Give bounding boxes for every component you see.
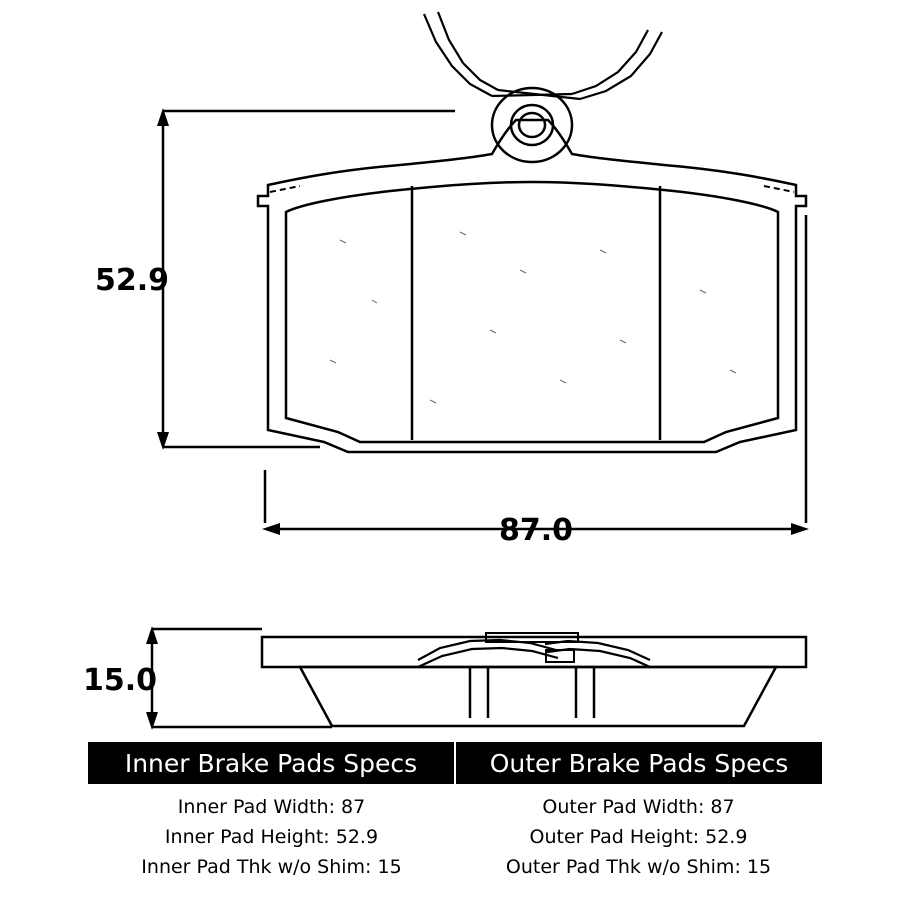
outer-spec-line: Outer Pad Height: 52.9 [529, 826, 748, 848]
dimension-width-label: 87.0 [498, 513, 574, 548]
inner-specs-column [88, 792, 455, 882]
outer-specs-column [455, 792, 822, 882]
chamfer-right [764, 186, 794, 192]
friction-material-outline [286, 182, 778, 442]
dimension-height-label: 52.9 [94, 263, 170, 298]
dimension-height [157, 108, 455, 450]
specs-header-bars [88, 742, 822, 784]
inner-spec-line: Inner Pad Height: 52.9 [164, 826, 379, 848]
inner-spec-line: Inner Pad Width: 87 [177, 796, 366, 818]
edge-friction-block [300, 667, 776, 726]
outer-specs-header: Outer Brake Pads Specs [456, 742, 822, 784]
dimension-thickness-label: 15.0 [82, 663, 158, 698]
retaining-clip-icon [424, 12, 662, 99]
chamfer-left [270, 186, 300, 192]
dimension-width [262, 215, 809, 535]
inner-spec-line: Inner Pad Thk w/o Shim: 15 [141, 856, 402, 878]
dimension-thickness [146, 626, 332, 730]
friction-texture [330, 232, 736, 403]
outer-spec-line: Outer Pad Thk w/o Shim: 15 [505, 856, 772, 878]
pad-edge-view [262, 633, 806, 726]
pad-face-view [258, 12, 806, 452]
specs-columns [88, 792, 822, 882]
specs-section [0, 742, 910, 910]
outer-spec-line: Outer Pad Width: 87 [542, 796, 735, 818]
pad-backing-plate-outline [258, 120, 806, 452]
inner-specs-header: Inner Brake Pads Specs [88, 742, 456, 784]
pad-center-boss [492, 88, 572, 162]
